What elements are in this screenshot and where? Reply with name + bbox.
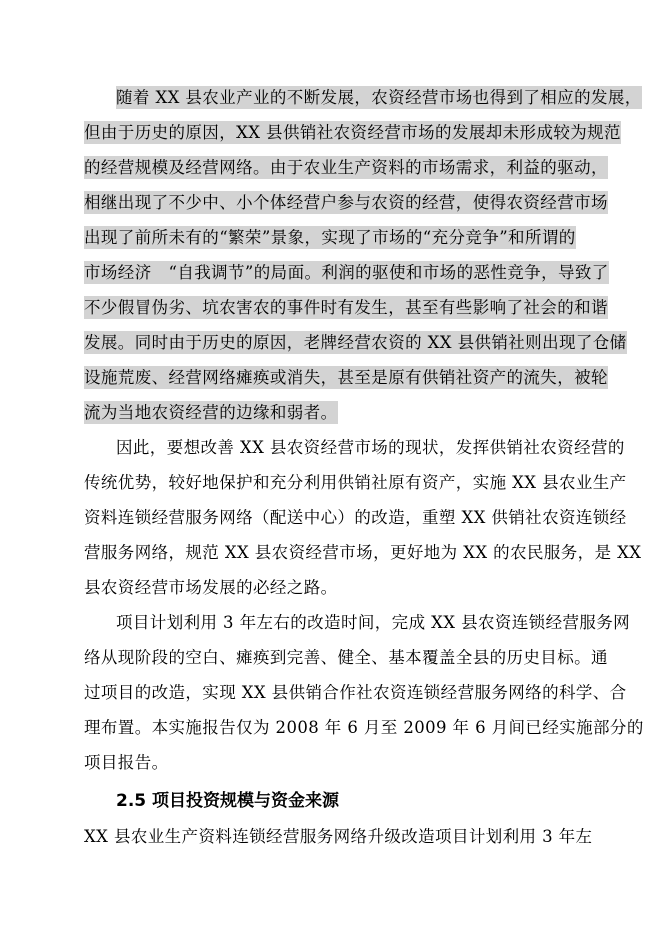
paragraph-3-line-4: 理布置。本实施报告仅为 2008 年 6 月至 2009 年 6 月间已经实施部分的: [84, 718, 644, 737]
paragraph-2-line-3: 资料连锁经营服务网络（配送中心）的改造，重塑 XX 供销社农资连锁经: [84, 508, 627, 527]
paragraph-1-line-6: 市场经济 “自我调节”的局面。利润的驱使和市场的恶性竞争，导致了: [84, 263, 609, 282]
paragraph-3-line-2: 络从现阶段的空白、瘫痪到完善、健全、基本覆盖全县的历史目标。通: [84, 648, 608, 667]
paragraph-2-line-5: 县农资经营市场发展的必经之路。: [84, 578, 338, 597]
paragraph-3-line-3: 过项目的改造，实现 XX 县供销合作社农资连锁经营服务网络的科学、合: [84, 683, 627, 702]
paragraph-1-line-3: 的经营规模及经营网络。由于农业生产资料的市场需求，利益的驱动，: [84, 158, 608, 177]
paragraph-1-line-5: 出现了前所未有的“繁荣”景象，实现了市场的“充分竞争”和所谓的: [84, 228, 576, 247]
paragraph-1-line-4: 相继出现了不少中、小个体经营户参与农资的经营，使得农资经营市场: [84, 193, 608, 212]
section-heading: 2.5 项目投资规模与资金来源: [116, 791, 340, 811]
paragraph-2-line-1: 因此，要想改善 XX 县农资经营市场的现状，发挥供销社农资经营的: [116, 438, 625, 457]
paragraph-1-line-10: 流为当地农资经营的边缘和弱者。: [84, 403, 338, 422]
paragraph-1-line-2: 但由于历史的原因，XX 县供销社农资经营市场的发展却未形成较为规范: [84, 123, 621, 142]
paragraph-2-line-4: 营服务网络，规范 XX 县农资经营市场，更好地为 XX 的农民服务，是 XX: [84, 543, 642, 562]
paragraph-3-line-1: 项目计划利用 3 年左右的改造时间，完成 XX 县农资连锁经营服务网: [116, 613, 631, 632]
paragraph-3-line-5: 项目报告。: [84, 753, 169, 772]
paragraph-1-line-9: 设施荒废、经营网络瘫痪或消失，甚至是原有供销社资产的流失，被轮: [84, 368, 608, 387]
final-line: XX 县农业生产资料连锁经营服务网络升级改造项目计划利用 3 年左: [84, 827, 593, 846]
paragraph-1-line-7: 不少假冒伪劣、坑农害农的事件时有发生，甚至有些影响了社会的和谐: [84, 298, 608, 317]
paragraph-1-line-1: 随着 XX 县农业产业的不断发展，农资经营市场也得到了相应的发展，: [116, 88, 642, 107]
paragraph-2-line-2: 传统优势，较好地保护和充分利用供销社原有资产，实施 XX 县农业生产: [84, 473, 627, 492]
paragraph-1-line-8: 发展。同时由于历史的原因，老牌经营农资的 XX 县供销社则出现了仓储: [84, 333, 627, 352]
